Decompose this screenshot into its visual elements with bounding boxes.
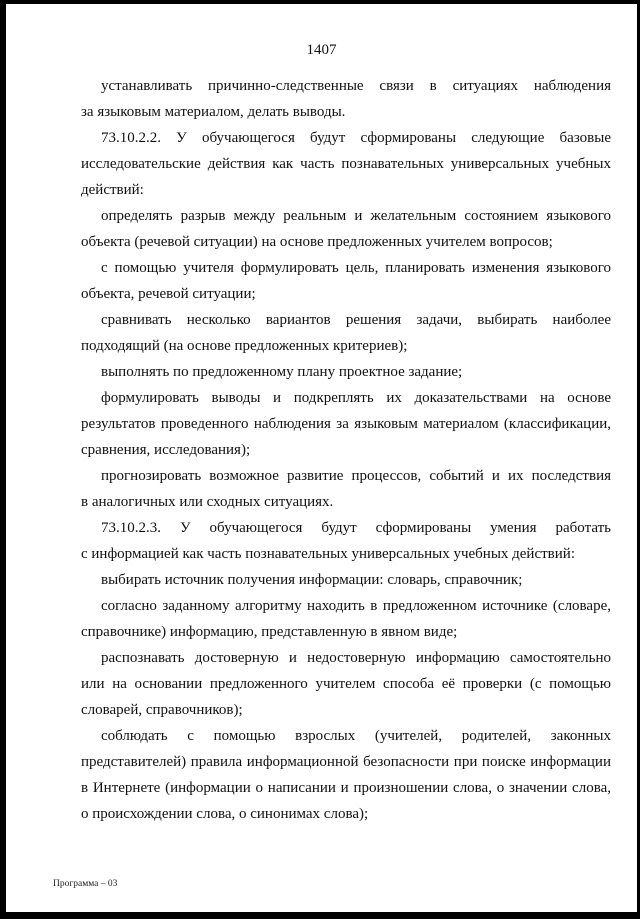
paragraph — [81, 73, 611, 125]
paragraph — [81, 385, 611, 463]
paragraph — [81, 515, 611, 567]
text-line: подходящий (на основе предложенных критериев); — [81, 338, 408, 354]
text-line: представителей) правила информационной безопасности при поиске информации — [81, 754, 611, 770]
text-line: выбирать источник получения информации: словарь, справочник; — [101, 572, 523, 588]
text-line: о происхождении слова, о синонимах слова); — [81, 806, 369, 822]
text-line: справочнике) информацию, представленную в явном виде; — [81, 624, 458, 640]
text-line: соблюдать с помощью взрослых (учителей, родителей, законных — [101, 728, 611, 744]
paragraph — [81, 307, 611, 359]
paragraph — [81, 645, 611, 723]
paragraph — [81, 125, 611, 203]
text-line: 73.10.2.3. У обучающегося будут сформированы умения работать — [101, 520, 611, 536]
paragraph — [81, 463, 611, 515]
document-page — [6, 4, 637, 912]
text-line: распознавать достоверную и недостоверную информацию самостоятельно — [101, 650, 611, 666]
text-line: или на основании предложенного учителем способа её проверки (с помощью — [81, 676, 611, 692]
paragraph — [81, 203, 611, 255]
text-line: 73.10.2.2. У обучающегося будут сформированы следующие базовые — [101, 130, 611, 146]
text-line: словарей, справочников); — [81, 702, 243, 718]
text-line: с помощью учителя формулировать цель, планировать изменения языкового — [101, 260, 611, 276]
text-line: сравнивать несколько вариантов решения задачи, выбирать наиболее — [101, 312, 611, 328]
text-line: объекта, речевой ситуации; — [81, 286, 256, 302]
paragraph — [81, 593, 611, 645]
text-line: результатов проведенного наблюдения за языковым материалом (классификации, — [81, 416, 611, 432]
document-body — [81, 73, 611, 827]
paragraph — [81, 567, 611, 593]
text-line: выполнять по предложенному плану проектное задание; — [101, 364, 463, 380]
text-line: с информацией как часть познавательных универсальных учебных действий: — [81, 546, 575, 562]
text-line: действий: — [81, 182, 144, 198]
paragraph — [81, 255, 611, 307]
text-line: в Интернете (информации о написании и произношении слова, о значении слова, — [81, 780, 611, 796]
page-number: 1407 — [306, 42, 337, 58]
text-line: согласно заданному алгоритму находить в предложенном источнике (словаре, — [101, 598, 611, 614]
text-line: исследовательские действия как часть познавательных универсальных учебных — [81, 156, 611, 172]
paragraph — [81, 723, 611, 827]
text-line: в аналогичных или сходных ситуациях. — [81, 494, 334, 510]
text-line: за языковым материалом, делать выводы. — [81, 104, 346, 120]
text-line: объекта (речевой ситуации) на основе предложенных учителем вопросов; — [81, 234, 553, 250]
text-line: сравнения, исследования); — [81, 442, 251, 458]
text-line: определять разрыв между реальным и желательным состоянием языкового — [101, 208, 611, 224]
paragraph — [81, 359, 611, 385]
footer-text: Программа – 03 — [53, 879, 118, 889]
text-line: формулировать выводы и подкреплять их доказательствами на основе — [101, 390, 611, 406]
text-line: прогнозировать возможное развитие процессов, событий и их последствия — [101, 468, 611, 484]
text-line: устанавливать причинно-следственные связи в ситуациях наблюдения — [101, 78, 611, 94]
